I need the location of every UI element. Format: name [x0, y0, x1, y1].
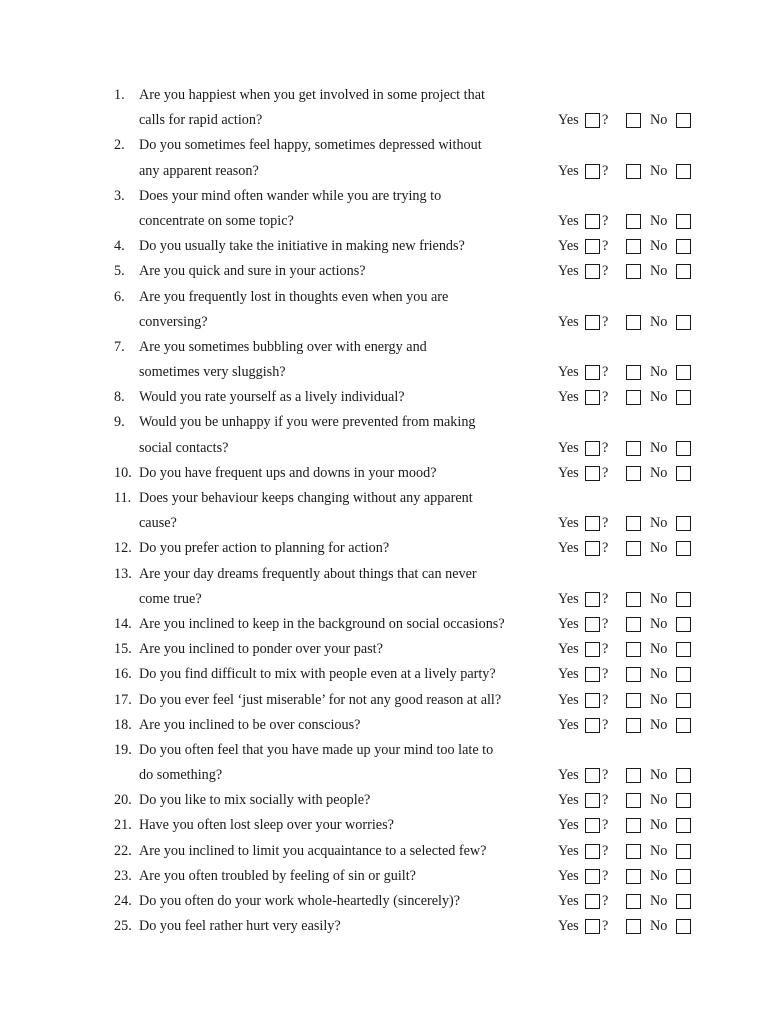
no-label: No: [650, 238, 668, 255]
no-checkbox[interactable]: [676, 164, 691, 179]
question-line: [114, 763, 714, 788]
unsure-checkbox[interactable]: [626, 164, 641, 179]
unsure-checkbox[interactable]: [626, 592, 641, 607]
question-line: [114, 813, 714, 838]
question-line: [114, 864, 714, 889]
answer-options: [558, 385, 708, 410]
no-checkbox[interactable]: [676, 693, 691, 708]
question-line: [114, 562, 714, 587]
question-line: [114, 738, 714, 763]
question-line: [114, 310, 714, 335]
yes-label: Yes: [558, 918, 579, 935]
no-checkbox[interactable]: [676, 214, 691, 229]
yes-checkbox[interactable]: [585, 541, 600, 556]
unsure-checkbox[interactable]: [626, 466, 641, 481]
question-item: [114, 461, 714, 486]
no-label: No: [650, 389, 668, 406]
unsure-label: ?: [602, 641, 609, 658]
no-label: No: [650, 464, 668, 481]
question-item: [114, 688, 714, 713]
unsure-checkbox[interactable]: [626, 642, 641, 657]
question-text: Does your mind often wander while you are trying to: [139, 187, 442, 204]
yes-label: Yes: [558, 615, 579, 632]
unsure-label: ?: [602, 439, 609, 456]
answer-options: [558, 889, 708, 914]
yes-checkbox[interactable]: [585, 113, 600, 128]
unsure-checkbox[interactable]: [626, 818, 641, 833]
question-item: [114, 637, 714, 662]
question-number: 4.: [114, 238, 125, 255]
question-line: [114, 839, 714, 864]
question-number: 18.: [114, 716, 132, 733]
no-label: No: [650, 540, 668, 557]
answer-options: [558, 108, 708, 133]
unsure-label: ?: [602, 112, 609, 129]
unsure-checkbox[interactable]: [626, 365, 641, 380]
question-text: Do you like to mix socially with people?: [139, 792, 371, 809]
question-text: Are you inclined to keep in the background on social occasions?: [139, 615, 505, 632]
yes-checkbox[interactable]: [585, 390, 600, 405]
question-number: 11.: [114, 490, 132, 506]
yes-checkbox[interactable]: [585, 164, 600, 179]
yes-checkbox[interactable]: [585, 793, 600, 808]
no-label: No: [650, 691, 668, 708]
no-label: No: [650, 641, 668, 658]
unsure-label: ?: [602, 540, 609, 557]
unsure-label: ?: [602, 867, 609, 884]
answer-options: [558, 159, 708, 184]
no-checkbox[interactable]: [676, 793, 691, 808]
yes-checkbox[interactable]: [585, 315, 600, 330]
no-label: No: [650, 716, 668, 733]
question-line: [114, 486, 714, 511]
unsure-label: ?: [602, 238, 609, 255]
yes-checkbox[interactable]: [585, 894, 600, 909]
yes-label: Yes: [558, 313, 579, 330]
question-text: Do you have frequent ups and downs in your mood?: [139, 464, 437, 481]
yes-label: Yes: [558, 867, 579, 884]
unsure-checkbox[interactable]: [626, 919, 641, 934]
question-number: 6.: [114, 288, 125, 305]
yes-checkbox[interactable]: [585, 516, 600, 531]
unsure-label: ?: [602, 893, 609, 909]
answer-options: [558, 688, 708, 713]
yes-checkbox[interactable]: [585, 844, 600, 859]
question-item: [114, 285, 714, 335]
unsure-label: ?: [602, 615, 609, 632]
answer-options: [558, 662, 708, 687]
question-item: [114, 486, 714, 536]
yes-checkbox[interactable]: [585, 869, 600, 884]
question-line: [114, 360, 714, 385]
unsure-label: ?: [602, 716, 609, 733]
question-text: do something?: [139, 767, 223, 784]
question-text: Do you usually take the initiative in making new friends?: [139, 238, 465, 255]
no-label: No: [650, 112, 668, 129]
no-label: No: [650, 439, 668, 456]
unsure-checkbox[interactable]: [626, 844, 641, 859]
unsure-label: ?: [602, 666, 609, 683]
question-line: [114, 511, 714, 536]
question-number: 25.: [114, 918, 132, 935]
question-item: [114, 562, 714, 612]
unsure-checkbox[interactable]: [626, 894, 641, 909]
yes-label: Yes: [558, 792, 579, 809]
question-line: [114, 259, 714, 284]
unsure-label: ?: [602, 842, 609, 859]
question-text: Are your day dreams frequently about things that can never: [139, 565, 477, 582]
question-number: 10.: [114, 464, 132, 481]
yes-checkbox[interactable]: [585, 466, 600, 481]
unsure-label: ?: [602, 313, 609, 330]
question-text: Does your behaviour keeps changing without any apparent: [139, 490, 473, 506]
question-line: [114, 587, 714, 612]
unsure-label: ?: [602, 817, 609, 834]
question-item: [114, 335, 714, 385]
answer-options: [558, 360, 708, 385]
answer-options: [558, 511, 708, 536]
no-label: No: [650, 615, 668, 632]
no-label: No: [650, 515, 668, 532]
question-line: [114, 385, 714, 410]
question-line: [114, 612, 714, 637]
question-number: 5.: [114, 263, 125, 280]
question-text: Are you often troubled by feeling of sin or guilt?: [139, 867, 416, 884]
question-item: [114, 914, 714, 939]
yes-label: Yes: [558, 364, 579, 381]
unsure-checkbox[interactable]: [626, 113, 641, 128]
question-line: [114, 83, 714, 108]
question-text: Have you often lost sleep over your worries?: [139, 817, 394, 834]
question-item: [114, 612, 714, 637]
no-label: No: [650, 313, 668, 330]
question-number: 20.: [114, 792, 132, 809]
question-item: [114, 713, 714, 738]
unsure-checkbox[interactable]: [626, 315, 641, 330]
yes-label: Yes: [558, 641, 579, 658]
unsure-checkbox[interactable]: [626, 693, 641, 708]
yes-checkbox[interactable]: [585, 642, 600, 657]
question-number: 1.: [114, 87, 125, 103]
unsure-label: ?: [602, 263, 609, 280]
answer-options: [558, 536, 708, 561]
question-line: [114, 285, 714, 310]
yes-checkbox[interactable]: [585, 617, 600, 632]
yes-checkbox[interactable]: [585, 818, 600, 833]
no-checkbox[interactable]: [676, 113, 691, 128]
question-text: Are you quick and sure in your actions?: [139, 263, 366, 280]
no-label: No: [650, 817, 668, 834]
answer-options: [558, 914, 708, 939]
no-checkbox[interactable]: [676, 541, 691, 556]
question-text: any apparent reason?: [139, 162, 259, 179]
question-number: 15.: [114, 641, 132, 658]
answer-options: [558, 461, 708, 486]
yes-label: Yes: [558, 238, 579, 255]
yes-label: Yes: [558, 112, 579, 129]
question-line: [114, 335, 714, 360]
question-line: [114, 234, 714, 259]
no-checkbox[interactable]: [676, 818, 691, 833]
no-checkbox[interactable]: [676, 516, 691, 531]
no-label: No: [650, 918, 668, 935]
yes-checkbox[interactable]: [585, 718, 600, 733]
yes-label: Yes: [558, 540, 579, 557]
no-checkbox[interactable]: [676, 718, 691, 733]
question-number: 16.: [114, 666, 132, 683]
no-checkbox[interactable]: [676, 466, 691, 481]
question-line: [114, 108, 714, 133]
question-text: Do you sometimes feel happy, sometimes depressed without: [139, 137, 482, 154]
answer-options: [558, 637, 708, 662]
unsure-checkbox[interactable]: [626, 718, 641, 733]
no-label: No: [650, 212, 668, 229]
yes-checkbox[interactable]: [585, 441, 600, 456]
unsure-label: ?: [602, 162, 609, 179]
no-label: No: [650, 792, 668, 809]
question-line: [114, 410, 714, 435]
unsure-checkbox[interactable]: [626, 264, 641, 279]
question-number: 19.: [114, 741, 132, 758]
yes-checkbox[interactable]: [585, 919, 600, 934]
no-label: No: [650, 842, 668, 859]
yes-label: Yes: [558, 817, 579, 834]
question-text: Do you often feel that you have made up your mind too late to: [139, 741, 494, 758]
unsure-checkbox[interactable]: [626, 617, 641, 632]
question-item: [114, 738, 714, 788]
question-item: [114, 536, 714, 561]
answer-options: [558, 259, 708, 284]
question-number: 13.: [114, 565, 132, 582]
unsure-label: ?: [602, 792, 609, 809]
answer-options: [558, 713, 708, 738]
question-text: Would you rate yourself as a lively individual?: [139, 389, 405, 406]
yes-checkbox[interactable]: [585, 239, 600, 254]
unsure-label: ?: [602, 364, 609, 381]
yes-label: Yes: [558, 716, 579, 733]
no-checkbox[interactable]: [676, 667, 691, 682]
answer-options: [558, 813, 708, 838]
question-line: [114, 788, 714, 813]
question-line: [114, 713, 714, 738]
yes-label: Yes: [558, 691, 579, 708]
question-number: 7.: [114, 338, 125, 355]
question-text: Are you frequently lost in thoughts even when you are: [139, 288, 449, 305]
question-number: 21.: [114, 817, 132, 834]
question-line: [114, 637, 714, 662]
yes-label: Yes: [558, 590, 579, 607]
no-label: No: [650, 364, 668, 381]
unsure-label: ?: [602, 918, 609, 935]
question-item: [114, 83, 714, 133]
question-number: 8.: [114, 389, 125, 406]
no-label: No: [650, 263, 668, 280]
question-line: [114, 662, 714, 687]
unsure-label: ?: [602, 515, 609, 532]
answer-options: [558, 587, 708, 612]
answer-options: [558, 763, 708, 788]
answer-options: [558, 612, 708, 637]
no-checkbox[interactable]: [676, 441, 691, 456]
question-item: [114, 184, 714, 234]
question-line: [114, 688, 714, 713]
answer-options: [558, 234, 708, 259]
unsure-label: ?: [602, 691, 609, 708]
question-text: Would you be unhappy if you were prevented from making: [139, 414, 476, 431]
question-number: 22.: [114, 842, 132, 859]
question-item: [114, 410, 714, 460]
no-label: No: [650, 666, 668, 683]
yes-label: Yes: [558, 212, 579, 229]
question-text: Do you find difficult to mix with people even at a lively party?: [139, 666, 496, 683]
answer-options: [558, 864, 708, 889]
question-item: [114, 864, 714, 889]
yes-label: Yes: [558, 439, 579, 456]
unsure-checkbox[interactable]: [626, 239, 641, 254]
question-line: [114, 461, 714, 486]
no-checkbox[interactable]: [676, 919, 691, 934]
yes-label: Yes: [558, 767, 579, 784]
yes-label: Yes: [558, 842, 579, 859]
yes-label: Yes: [558, 893, 579, 909]
question-text: Are you inclined to ponder over your past?: [139, 641, 383, 658]
question-text: Are you happiest when you get involved in some project that: [139, 87, 485, 103]
no-label: No: [650, 767, 668, 784]
yes-checkbox[interactable]: [585, 264, 600, 279]
question-number: 23.: [114, 867, 132, 884]
unsure-checkbox[interactable]: [626, 768, 641, 783]
no-checkbox[interactable]: [676, 768, 691, 783]
yes-label: Yes: [558, 263, 579, 280]
question-text: Are you inclined to be over conscious?: [139, 716, 361, 733]
yes-checkbox[interactable]: [585, 667, 600, 682]
question-number: 9.: [114, 414, 125, 431]
yes-label: Yes: [558, 464, 579, 481]
question-item: [114, 813, 714, 838]
no-checkbox[interactable]: [676, 390, 691, 405]
question-text: Do you often do your work whole-heartedly (sincerely)?: [139, 893, 461, 909]
question-item: [114, 259, 714, 284]
no-checkbox[interactable]: [676, 365, 691, 380]
question-text: cause?: [139, 515, 177, 532]
question-number: 14.: [114, 615, 132, 632]
question-text: Do you prefer action to planning for action?: [139, 540, 390, 557]
question-text: concentrate on some topic?: [139, 212, 294, 229]
question-item: [114, 662, 714, 687]
unsure-checkbox[interactable]: [626, 390, 641, 405]
unsure-checkbox[interactable]: [626, 214, 641, 229]
no-checkbox[interactable]: [676, 592, 691, 607]
no-checkbox[interactable]: [676, 642, 691, 657]
question-text: Do you feel rather hurt very easily?: [139, 918, 341, 935]
no-checkbox[interactable]: [676, 869, 691, 884]
question-text: social contacts?: [139, 439, 229, 456]
no-checkbox[interactable]: [676, 264, 691, 279]
question-item: [114, 889, 714, 914]
question-text: come true?: [139, 590, 202, 607]
question-line: [114, 436, 714, 461]
question-line: [114, 209, 714, 234]
questionnaire: [114, 83, 714, 939]
yes-label: Yes: [558, 666, 579, 683]
question-text: conversing?: [139, 313, 208, 330]
unsure-label: ?: [602, 212, 609, 229]
unsure-checkbox[interactable]: [626, 441, 641, 456]
answer-options: [558, 310, 708, 335]
unsure-label: ?: [602, 464, 609, 481]
no-checkbox[interactable]: [676, 844, 691, 859]
yes-checkbox[interactable]: [585, 592, 600, 607]
question-line: [114, 184, 714, 209]
question-item: [114, 788, 714, 813]
unsure-checkbox[interactable]: [626, 516, 641, 531]
unsure-checkbox[interactable]: [626, 541, 641, 556]
unsure-label: ?: [602, 590, 609, 607]
yes-checkbox[interactable]: [585, 214, 600, 229]
question-number: 12.: [114, 540, 132, 557]
question-line: [114, 889, 714, 914]
no-label: No: [650, 893, 668, 909]
question-text: Are you inclined to limit you acquaintance to a selected few?: [139, 842, 487, 859]
yes-checkbox[interactable]: [585, 768, 600, 783]
no-checkbox[interactable]: [676, 239, 691, 254]
question-number: 24.: [114, 893, 132, 909]
question-text: calls for rapid action?: [139, 112, 263, 129]
no-label: No: [650, 867, 668, 884]
no-checkbox[interactable]: [676, 617, 691, 632]
question-number: 3.: [114, 187, 125, 204]
no-label: No: [650, 590, 668, 607]
question-item: [114, 839, 714, 864]
unsure-label: ?: [602, 767, 609, 784]
answer-options: [558, 839, 708, 864]
question-item: [114, 385, 714, 410]
no-label: No: [650, 162, 668, 179]
question-number: 2.: [114, 137, 125, 154]
yes-label: Yes: [558, 389, 579, 406]
unsure-label: ?: [602, 389, 609, 406]
yes-label: Yes: [558, 162, 579, 179]
question-item: [114, 133, 714, 183]
question-line: [114, 536, 714, 561]
question-line: [114, 914, 714, 939]
unsure-checkbox[interactable]: [626, 667, 641, 682]
question-text: sometimes very sluggish?: [139, 364, 286, 381]
question-line: [114, 133, 714, 158]
question-text: Do you ever feel ‘just miserable’ for not any good reason at all?: [139, 691, 502, 708]
yes-checkbox[interactable]: [585, 365, 600, 380]
question-text: Are you sometimes bubbling over with energy and: [139, 338, 427, 355]
no-checkbox[interactable]: [676, 894, 691, 909]
answer-options: [558, 788, 708, 813]
answer-options: [558, 436, 708, 461]
question-line: [114, 159, 714, 184]
answer-options: [558, 209, 708, 234]
yes-checkbox[interactable]: [585, 693, 600, 708]
question-item: [114, 234, 714, 259]
question-number: 17.: [114, 691, 132, 708]
no-checkbox[interactable]: [676, 315, 691, 330]
yes-label: Yes: [558, 515, 579, 532]
unsure-checkbox[interactable]: [626, 793, 641, 808]
unsure-checkbox[interactable]: [626, 869, 641, 884]
